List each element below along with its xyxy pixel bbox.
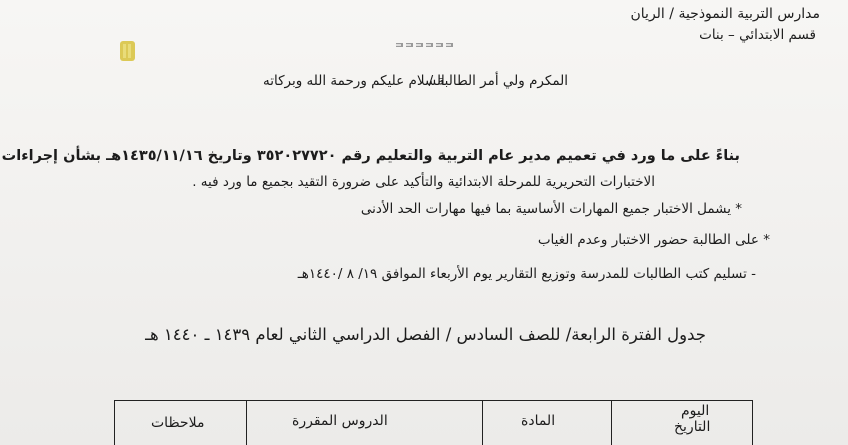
exam-skills-note: * يشمل الاختبار جميع المهارات الأساسية بما فيها مهارات الحد الأدنى bbox=[360, 201, 742, 217]
addressee-line: المكرم ولي أمر الطالبة / bbox=[428, 73, 568, 89]
books-return-note: - تسليم كتب الطالبات للمدرسة وتوزيع التقارير يوم الأربعاء الموافق ١٩/ ٨ /١٤٤٠هـ bbox=[297, 266, 756, 282]
schedule-table bbox=[114, 400, 753, 445]
school-logo-icon bbox=[118, 38, 138, 64]
section-name: قسم الابتدائي – بنات bbox=[699, 27, 816, 43]
attendance-note: * على الطالبة حضور الاختبار وعدم الغياب bbox=[537, 232, 770, 248]
table-divider bbox=[246, 401, 247, 445]
school-name: مدارس التربية النموذجية / الريان bbox=[630, 6, 820, 22]
circular-paragraph-line1: بناءً على ما ورد في تعميم مدير عام التربية والتعليم رقم ٣٥٢٠٢٧٧٢٠ وتاريخ ١٤٣٥/١١/١٦هـ بشأن إجراءات bbox=[1, 148, 740, 164]
header-subject: المادة bbox=[521, 413, 556, 429]
circular-paragraph-line2: الاختبارات التحريرية للمرحلة الابتدائية والتأكيد على ضرورة التقيد بجميع ما ورد فيه . bbox=[192, 174, 655, 190]
greeting-line: السلام عليكم ورحمة الله وبركاته bbox=[263, 73, 445, 89]
table-divider bbox=[482, 401, 483, 445]
dashed-separator-icon bbox=[394, 41, 456, 49]
schedule-title: جدول الفترة الرابعة/ للصف السادس / الفصل الدراسي الثاني لعام ١٤٣٩ ـ ١٤٤٠ هـ bbox=[145, 325, 706, 344]
table-divider bbox=[611, 401, 612, 445]
header-day: اليوم bbox=[681, 403, 710, 419]
header-date: التاريخ bbox=[674, 419, 711, 435]
header-notes: ملاحظات bbox=[151, 415, 205, 431]
header-lessons: الدروس المقررة bbox=[292, 413, 388, 429]
